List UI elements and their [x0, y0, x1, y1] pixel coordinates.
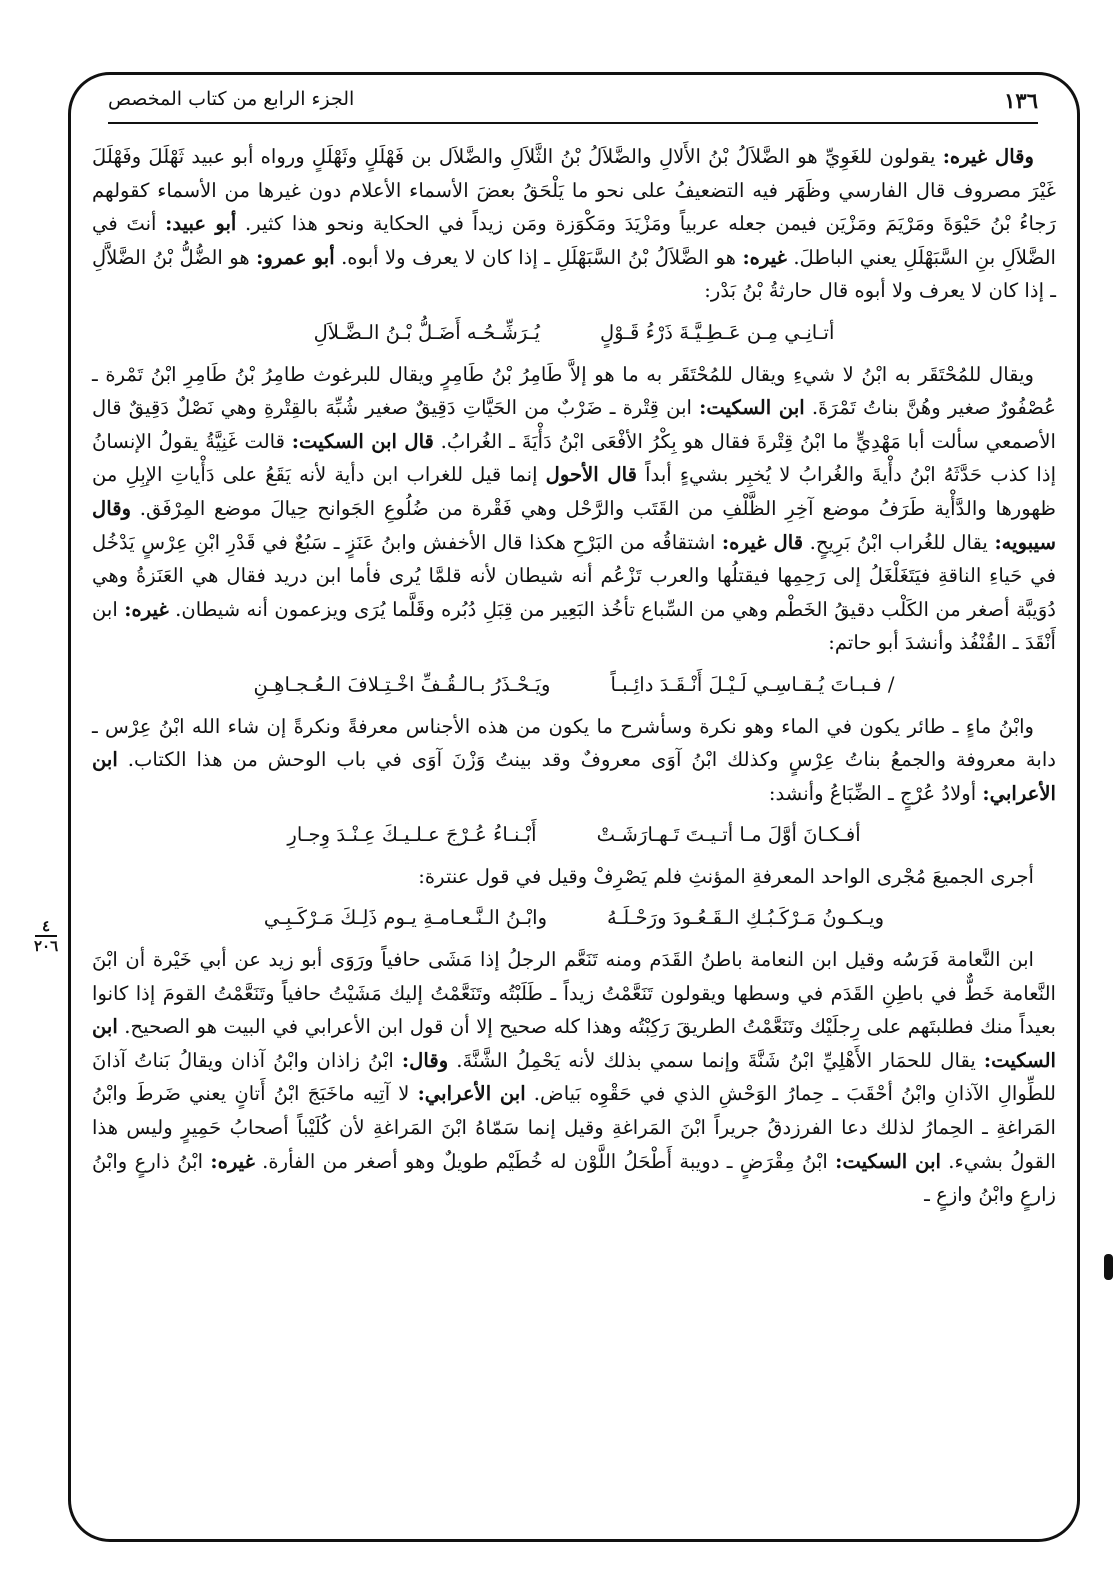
scan-mark [1104, 1254, 1113, 1280]
text-run: ابن النَّعامة فَرَسُه وقيل ابن النعامة باطنُ القَدَم ومنه تَنَعَّم الرجلُ إذا مَشَى حافياً ورَوَى أبو زيد عن أبي خَيْرة أن ابْنَ النَّعامة خَطٌّ في باطِنِ القَدَم في وسطها ويقولون تَنَعَّمْتُ زيداً ـ طَلَبْتُه وتَنَعَّمْتُ إليك مَشَيْتُ حافياً وتَنَعَّمْتُ القومَ إذا كانوا بعيداً منك فطلبتَهم على رِجلَيْك وتَنَعَّمْتُ الطريقَ رَكِبْتُه وهذا كله صحيح إلا أن قول ابن الأعرابي في البيت هو الصحيح. [92, 948, 1056, 1039]
verse-hemistich-left: يُـرَشِّـحُـه أَضَـلُّ بْـنُ الـضَّـلاَلِ [313, 320, 540, 344]
text-run: ابْنُ زاذان وابْنُ آذان ويقالُ بَناتُ آذانَ للطِّوالِ الآذانِ وابْنُ أحْقَبَ ـ حِمارُ الوَحْشِ الذي في حَقْوِه بَياض. [92, 1048, 1057, 1106]
speaker: قال ابن السكيت: [291, 429, 434, 453]
speaker: أبو عبيد: [165, 212, 237, 236]
paragraph-4 [92, 860, 1056, 894]
text-run: أولادُ عُرْجٍ ـ الضِّبَاعُ وأنشد: [768, 781, 983, 805]
verse-hemistich-right: / فـبـاتَ يُـقـاسِـي لَـيْـلَ أَنْـقَـدَ دائِـبـاً [610, 672, 895, 696]
speaker: أبو عمرو: [256, 245, 335, 269]
verse-hemistich-right: أتـانِـي مِـن عَـطِـيَّـةَ ذَرْءُ قَـوْلٍ [599, 320, 835, 344]
speaker: وقال سيبويه: [92, 496, 1056, 554]
verse-hemistich-left: وابْـنُ الـنَّـعـامـةِ يـوم ذَلِـكَ مَـرْكَـبِـي [263, 906, 548, 930]
text-run: لا آتِيه ماخَبَجَ ابْنُ أَتانٍ يعني ضَرطَ وابْنُ المَراغةِ ـ الحِمارُ لذلك دعا الفرزدقُ جريراً ابْنَ المَراغةِ وقيل إنما سَمّاهُ ابْنَ المَراغةِ لأن كُلَيْباً أصحابُ حَمِيرٍ وليس هذا القولُ بشيء. [92, 1082, 1056, 1173]
verse-hemistich-left: ويَـحْـذَرُ بـالـقُـفِّ اخْـتِـلافَ الـعُـجـاهِـنِ [253, 672, 551, 696]
text-run: ابْنُ ذارعٍ وابْنُ زارعٍ وابْنُ وازعٍ ـ [92, 1149, 1056, 1207]
text-run: اشتقاقُه من البَرْحِ هكذا قال الأخفش وابنُ عَنَزٍ ـ سَبُعٌ في قَدْرِ ابْنِ عِرْسٍ يَدْخُل في حَياءِ الناقةِ فيَتَغَلْغَلُ إلى رَحِمِها فيقتلُها والعرب تَزْعُم أنه شيطان لأنه قلمَّا يُرى فأما ابن دريد فقال هي العَنَزةُ وهي دُوَيبَّة أصغر من الكَلْب دقيقُ الخَطْم وهي من السِّباع تأخُذ البَعِير من قِبَلِ دُبُره وقَلَّما يُرَى ويزعمون أنه شيطان. [92, 530, 1057, 621]
text-run: أجرى الجميعَ مُجْرى الواحد المعرفةِ المؤنثِ فلم يَصْرِفْ وقيل في قول عنترة: [418, 864, 1034, 888]
speaker: قال الأحول [545, 463, 638, 487]
speaker: وقال: [401, 1048, 449, 1072]
verse-2 [92, 668, 1056, 702]
margin-ref-bottom: ٢٠٦ [34, 937, 59, 955]
speaker: ابن الأعرابي: [92, 748, 1056, 805]
paragraph-3 [92, 710, 1056, 811]
speaker: غيره: [742, 245, 787, 269]
running-header [108, 86, 1038, 124]
text-run: إنما قيل للغراب ابن دأية لأنه يَقَعُ على دَأْياتِ الإبِلِ من ظهورها والدَّأْية طَرَفُ موضع آخِرِ الظَّلْفِ من القَتَب والرَّحْل وهي فَقْرة من ضُلُوعِ الجَوانح حِيالَ موضع المِرْفَق. [92, 463, 1056, 520]
text-run: ابن قِتْرة ـ ضَرْبٌ من الحَيَّاتِ دَقِيقٌ صغير شُبِّهَ بالقِتْرةِ وهي نَصْلٌ دَقِيقٌ قال الأصمعي سألت أبا مَهْدِيٍّ ما ابْنُ قِتْرةَ فقال هو بِكْرُ الأفْعَى ابْنُ دَأْيَةَ ـ الغُرابُ. [92, 396, 1056, 453]
text-run: يقال للحمَار الأَهْلِيِّ ابْنُ شَنَّةَ وإنما سمي بذلك لأنه يَحْمِلُ الشَّنَّةَ. [448, 1048, 984, 1072]
speaker: ابن الأعرابي: [417, 1082, 526, 1106]
text-run: يقولون للغَوِيِّ هو الضَّلاَلُ بْنُ الأَلالِ والضَّلاَلُ بْنُ الثَّلاَلِ والضَّلاَل بن فَهْلَلٍ وثَهْلَلٍ ورواه أبو عبيد ثَهْلَلَ وفَهْلَلَ غَيْرَ مصروف قال الفارسي وظَهَر فيه التضعيفُ على نحو ما يَلْحَقُ بعضَ الأسماء الأعلام دون غيرها من الأسماء كقولهم رَجاءُ بْنُ حَيْوَةَ ومَرْيَمَ ومَزْيَن فيمن جعله عربياً ومَزْيَدَ ومَكْوَزة ومَن زيداً في الحكاية ونحو هذا كثير. [92, 145, 1056, 236]
page-number: ١٣٦ [1004, 88, 1038, 113]
speaker: غيره: [124, 597, 169, 621]
speaker: ابن السكيت: [835, 1149, 941, 1173]
margin-page-reference [34, 918, 58, 954]
main-text [92, 140, 1056, 1212]
speaker: وقال غيره: [942, 145, 1035, 168]
text-run: قالت غَنِيَّةُ يقولُ الإنسانُ إذا كذب حَدَّثَهُ ابْنُ دأْيةَ والغُرابُ لا يُخبِر بشيءٍ أبداً [92, 429, 1057, 487]
margin-ref-top: ٤ [42, 917, 51, 935]
text-run: ابن أَنْقَدَ ـ القُنْفُذ وأنشدَ أبو حاتم: [92, 597, 1056, 655]
text-run: أنتَ في الضَّلاَلِ بنِ السَّبَهْلَلِ يعني الباطلَ. [92, 212, 1056, 269]
verse-4 [92, 901, 1056, 935]
verse-3 [92, 818, 1056, 852]
verse-hemistich-right: أفـكـانَ أوَّلَ مـا أتـيـتَ تَـهـارَشَـتْ [596, 823, 861, 847]
verse-1 [92, 316, 1056, 350]
book-title: الجزء الرابع من كتاب المخصص [108, 88, 355, 110]
text-run: يقال للغُراب ابْنُ بَرِيحٍ. [803, 530, 995, 554]
text-run: ويقال للمُحْتَقَر به ابْنُ لا شيءِ ويقال للمُحْتَقَر به ما هو إلاَّ طَامِرُ بْنُ طَامِرٍ ويقال للبرغوث طامِرُ بْنُ طَامِرِ ابْنُ تَمْرة ـ عُصْفُورٌ صغير وهُنَّ بناتُ تَمْرَةَ. [92, 362, 1056, 420]
paragraph-5 [92, 943, 1056, 1212]
verse-hemistich-right: ويـكـونُ مَـرْكَـبُـكِ الـقَـعُـودَ ورَحْـلَـهُ [607, 906, 885, 930]
paragraph-1 [92, 140, 1056, 308]
text-run: وابْنُ ماءٍ ـ طائر يكون في الماء وهو نكرة وسأشرح ما يكون من هذه الأجناس معرفةً ونكرةً إن شاء الله ابْنُ عِرْس ـ دابة معروفة والجمعُ بناتُ عِرْسٍ وكذلك ابْنُ آوَى معروفٌ وقد بينتُ وَزْنَ آوَى في باب الوحش من هذا الكتاب. [92, 714, 1056, 772]
text-run: ابْنُ مِقْرَضٍ ـ دويبة أَطْحَلُ اللَّوْن له خُطَيْم طويلٌ وهو أصغر من الفأرة. [254, 1149, 836, 1173]
verse-hemistich-left: أَبْـنـاءُ عُـرْجَ عـلـيـكَ عِـنْـدَ وِجـارِ [287, 823, 537, 847]
speaker: ابن السكيت: [699, 396, 805, 420]
text-run: هو الضَّلاَلُ بْنُ السَّبَهْلَلِ ـ إذا كان لا يعرف ولا أبوه. [334, 245, 743, 269]
speaker: غيره: [210, 1149, 255, 1173]
speaker: قال غيره: [721, 530, 804, 554]
speaker: ابن السكيت: [92, 1015, 1056, 1072]
paragraph-2 [92, 358, 1056, 660]
text-run: هو الضُّلُّ بْنُ الضَّلاَّلِ ـ إذا كان لا يعرف ولا أبوه قال حارثةُ بْنُ بَدْر: [92, 245, 1056, 303]
